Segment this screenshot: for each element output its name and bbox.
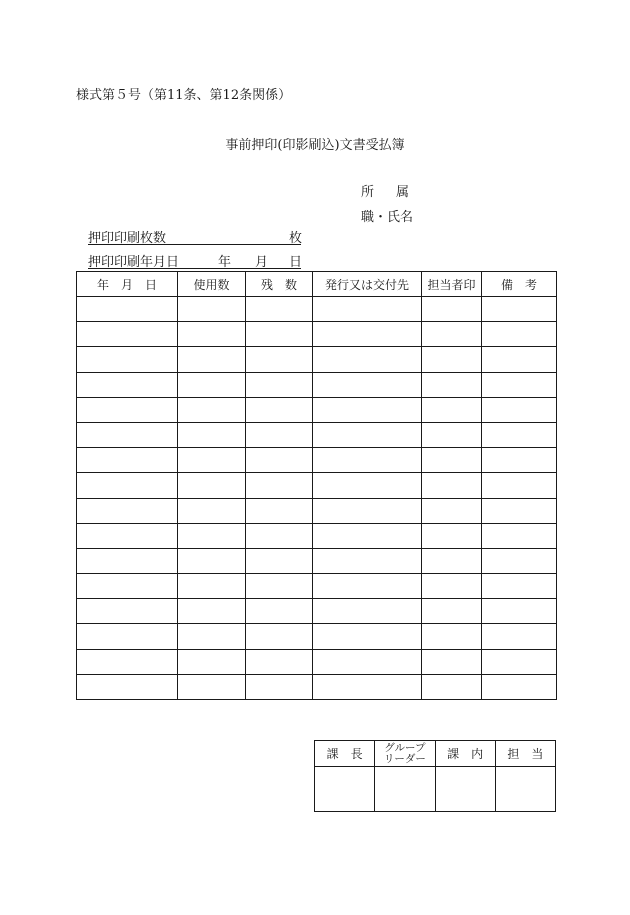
approval-header-section-chief: 課 長 bbox=[315, 741, 375, 767]
ledger-cell bbox=[178, 523, 246, 548]
ledger-cell bbox=[313, 624, 422, 649]
ledger-cell bbox=[482, 322, 557, 347]
print-count-unit: 枚 bbox=[289, 231, 303, 246]
ledger-cell bbox=[313, 649, 422, 674]
ledger-cell bbox=[178, 397, 246, 422]
ledger-cell bbox=[422, 624, 482, 649]
ledger-cell bbox=[246, 422, 313, 447]
ledger-cell bbox=[178, 422, 246, 447]
ledger-cell bbox=[482, 347, 557, 372]
print-count-field bbox=[88, 226, 301, 245]
ledger-cell bbox=[178, 599, 246, 624]
ledger-row bbox=[77, 649, 557, 674]
ledger-cell bbox=[313, 674, 422, 699]
ledger-row bbox=[77, 574, 557, 599]
ledger-cell bbox=[77, 347, 178, 372]
ledger-body bbox=[77, 297, 557, 700]
ledger-cell bbox=[246, 322, 313, 347]
approval-table bbox=[314, 740, 556, 812]
ledger-cell bbox=[422, 297, 482, 322]
approval-seal-row bbox=[315, 767, 556, 812]
ledger-cell bbox=[313, 322, 422, 347]
ledger-cell bbox=[77, 322, 178, 347]
ledger-cell bbox=[422, 448, 482, 473]
approval-header-group-leader bbox=[375, 741, 435, 767]
print-date-field bbox=[88, 250, 301, 269]
affiliation-label-a: 所 bbox=[361, 185, 375, 200]
print-date-month: 月 bbox=[255, 255, 269, 270]
ledger-cell bbox=[178, 649, 246, 674]
ledger-row bbox=[77, 448, 557, 473]
ledger-cell bbox=[422, 674, 482, 699]
ledger-cell bbox=[482, 523, 557, 548]
ledger-cell bbox=[422, 322, 482, 347]
approval-header-in-charge: 担 当 bbox=[495, 741, 555, 767]
ledger-cell bbox=[77, 473, 178, 498]
ledger-cell bbox=[482, 297, 557, 322]
ledger-row bbox=[77, 523, 557, 548]
ledger-cell bbox=[422, 473, 482, 498]
ledger-row bbox=[77, 624, 557, 649]
approval-header-group-leader-line1: グループ bbox=[384, 741, 426, 754]
ledger-cell bbox=[178, 498, 246, 523]
ledger-cell bbox=[482, 422, 557, 447]
ledger-cell bbox=[422, 649, 482, 674]
ledger-cell bbox=[482, 574, 557, 599]
ledger-cell bbox=[482, 473, 557, 498]
ledger-cell bbox=[422, 347, 482, 372]
ledger-cell bbox=[246, 624, 313, 649]
ledger-cell bbox=[77, 523, 178, 548]
ledger-row bbox=[77, 347, 557, 372]
seal-box-group-leader bbox=[375, 767, 435, 812]
ledger-cell bbox=[77, 674, 178, 699]
ledger-cell bbox=[77, 372, 178, 397]
ledger-row bbox=[77, 498, 557, 523]
ledger-cell bbox=[313, 397, 422, 422]
ledger-cell bbox=[313, 422, 422, 447]
column-header-recipient: 発行又は交付先 bbox=[313, 272, 422, 297]
ledger-cell bbox=[246, 674, 313, 699]
ledger-cell bbox=[178, 574, 246, 599]
seal-box-section-chief bbox=[315, 767, 375, 812]
ledger-row bbox=[77, 397, 557, 422]
ledger-cell bbox=[246, 599, 313, 624]
ledger-cell bbox=[246, 548, 313, 573]
ledger-cell bbox=[313, 347, 422, 372]
ledger-cell bbox=[482, 599, 557, 624]
ledger-cell bbox=[178, 347, 246, 372]
column-header-date: 年 月 日 bbox=[77, 272, 178, 297]
ledger-cell bbox=[77, 498, 178, 523]
approval-header-in-section: 課 内 bbox=[435, 741, 495, 767]
ledger-cell bbox=[482, 674, 557, 699]
form-number: 様式第５号（第11条、第12条関係） bbox=[76, 88, 292, 103]
ledger-row bbox=[77, 473, 557, 498]
ledger-cell bbox=[178, 448, 246, 473]
ledger-cell bbox=[178, 322, 246, 347]
post-name-label: 職・氏名 bbox=[361, 210, 414, 225]
ledger-cell bbox=[313, 498, 422, 523]
print-date-year: 年 bbox=[218, 255, 232, 270]
print-date-day: 日 bbox=[289, 255, 303, 270]
ledger-cell bbox=[246, 347, 313, 372]
print-count-label: 押印印刷枚数 bbox=[88, 231, 167, 246]
ledger-cell bbox=[246, 498, 313, 523]
ledger-cell bbox=[422, 397, 482, 422]
ledger-cell bbox=[246, 523, 313, 548]
ledger-cell bbox=[313, 372, 422, 397]
ledger-cell bbox=[313, 599, 422, 624]
seal-box-in-charge bbox=[495, 767, 555, 812]
document-title: 事前押印(印影刷込)文書受払簿 bbox=[225, 138, 405, 153]
column-header-used: 使用数 bbox=[178, 272, 246, 297]
affiliation-label bbox=[361, 181, 409, 200]
ledger-row bbox=[77, 322, 557, 347]
ledger-cell bbox=[77, 574, 178, 599]
ledger-cell bbox=[246, 448, 313, 473]
ledger-cell bbox=[178, 674, 246, 699]
ledger-cell bbox=[313, 473, 422, 498]
ledger-cell bbox=[313, 548, 422, 573]
ledger-cell bbox=[77, 599, 178, 624]
ledger-cell bbox=[246, 574, 313, 599]
ledger-cell bbox=[77, 297, 178, 322]
ledger-cell bbox=[422, 548, 482, 573]
ledger-cell bbox=[77, 548, 178, 573]
ledger-row bbox=[77, 372, 557, 397]
ledger-cell bbox=[178, 624, 246, 649]
ledger-cell bbox=[77, 624, 178, 649]
ledger-row bbox=[77, 674, 557, 699]
seal-box-in-section bbox=[435, 767, 495, 812]
ledger-cell bbox=[246, 297, 313, 322]
ledger-cell bbox=[77, 422, 178, 447]
ledger-header-row bbox=[77, 272, 557, 297]
ledger-cell bbox=[422, 422, 482, 447]
ledger-cell bbox=[422, 523, 482, 548]
ledger-cell bbox=[246, 372, 313, 397]
ledger-row bbox=[77, 422, 557, 447]
ledger-cell bbox=[422, 599, 482, 624]
ledger-cell bbox=[246, 473, 313, 498]
ledger-cell bbox=[313, 523, 422, 548]
ledger-row bbox=[77, 548, 557, 573]
ledger-cell bbox=[178, 372, 246, 397]
ledger-cell bbox=[313, 574, 422, 599]
affiliation-label-b: 属 bbox=[396, 185, 410, 200]
column-header-remaining: 残 数 bbox=[246, 272, 313, 297]
ledger-cell bbox=[482, 498, 557, 523]
ledger-cell bbox=[77, 397, 178, 422]
column-header-remarks: 備 考 bbox=[482, 272, 557, 297]
ledger-cell bbox=[178, 548, 246, 573]
ledger-row bbox=[77, 599, 557, 624]
ledger-cell bbox=[482, 624, 557, 649]
ledger-cell bbox=[422, 498, 482, 523]
ledger-cell bbox=[178, 473, 246, 498]
ledger-cell bbox=[482, 448, 557, 473]
ledger-cell bbox=[422, 574, 482, 599]
ledger-cell bbox=[482, 372, 557, 397]
ledger-cell bbox=[482, 397, 557, 422]
column-header-staff-seal: 担当者印 bbox=[422, 272, 482, 297]
ledger-cell bbox=[313, 448, 422, 473]
ledger-cell bbox=[178, 297, 246, 322]
ledger-cell bbox=[482, 649, 557, 674]
ledger-cell bbox=[77, 649, 178, 674]
ledger-cell bbox=[246, 397, 313, 422]
ledger-cell bbox=[482, 548, 557, 573]
approval-header-row bbox=[315, 741, 556, 767]
ledger-cell bbox=[313, 297, 422, 322]
ledger-row bbox=[77, 297, 557, 322]
ledger-cell bbox=[77, 448, 178, 473]
approval-header-group-leader-line2: リーダー bbox=[383, 752, 426, 765]
print-date-label: 押印印刷年月日 bbox=[88, 255, 180, 270]
ledger-table bbox=[76, 271, 557, 700]
ledger-cell bbox=[246, 649, 313, 674]
ledger-cell bbox=[422, 372, 482, 397]
